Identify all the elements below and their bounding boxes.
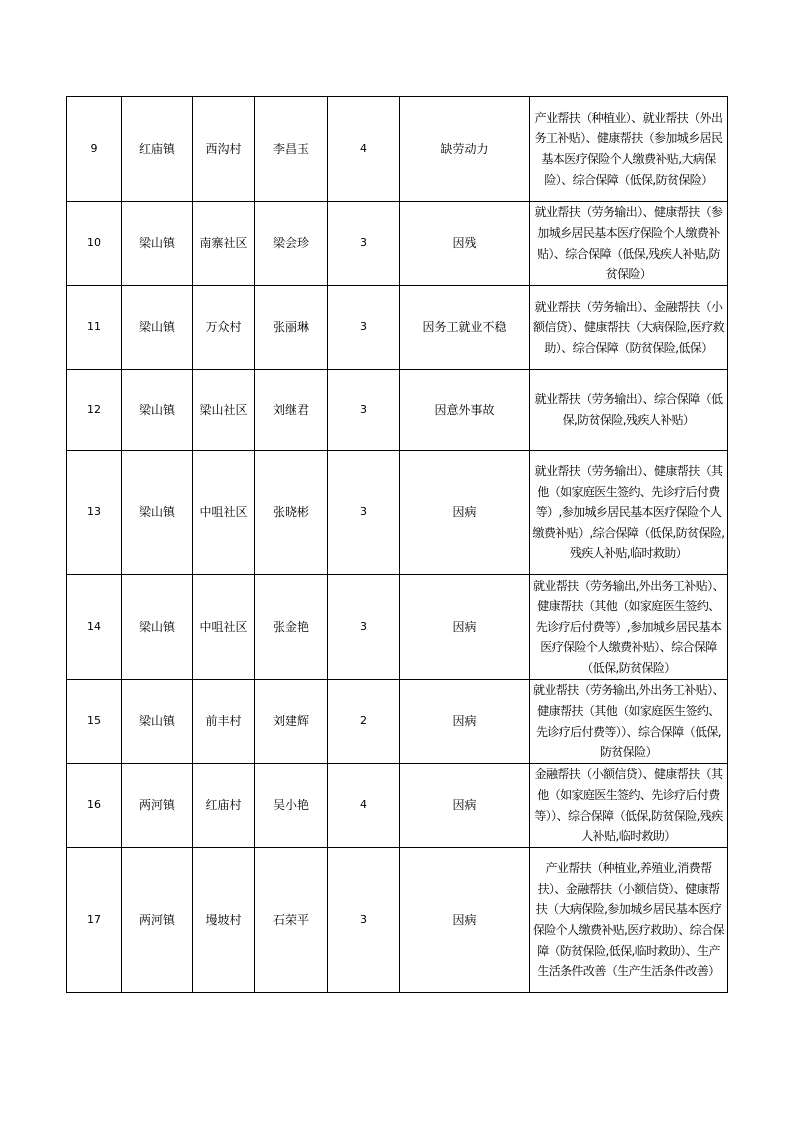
table-row — [67, 575, 728, 680]
village-cell: 万众村 — [193, 286, 255, 370]
cause-cell: 因病 — [400, 680, 530, 764]
measures-cell: 产业帮扶（种植业,养殖业,消费帮扶）、金融帮扶（小额信贷）、健康帮扶（大病保险,参加城乡居民基本医疗保险个人缴费补贴,医疗救助）、综合保障（防贫保险,低保,临时救助）、生产生活条件改善（生产生活条件改善） — [530, 848, 728, 993]
town-cell: 梁山镇 — [122, 680, 193, 764]
name-cell: 刘继君 — [255, 370, 328, 451]
measures-cell: 就业帮扶（劳务输出）、综合保障（低保,防贫保险,残疾人补贴） — [530, 370, 728, 451]
household-size-cell: 2 — [328, 680, 400, 764]
measures-cell: 就业帮扶（劳务输出,外出务工补贴）、健康帮扶（其他（如家庭医生签约、先诊疗后付费等）,参加城乡居民基本医疗保险个人缴费补贴）、综合保障（低保,防贫保险） — [530, 575, 728, 680]
row-number: 10 — [67, 202, 122, 286]
measures-cell: 就业帮扶（劳务输出）、健康帮扶（参加城乡居民基本医疗保险个人缴费补贴）、综合保障（低保,残疾人补贴,防贫保险） — [530, 202, 728, 286]
household-size-cell: 4 — [328, 97, 400, 202]
cause-cell: 因病 — [400, 451, 530, 575]
name-cell: 石荣平 — [255, 848, 328, 993]
village-cell: 中咀社区 — [193, 451, 255, 575]
table-row — [67, 848, 728, 993]
measures-cell: 就业帮扶（劳务输出,外出务工补贴）、健康帮扶（其他（如家庭医生签约、先诊疗后付费等））、综合保障（低保,防贫保险） — [530, 680, 728, 764]
table-row — [67, 286, 728, 370]
cause-cell: 因病 — [400, 848, 530, 993]
household-size-cell: 3 — [328, 451, 400, 575]
row-number: 17 — [67, 848, 122, 993]
name-cell: 刘建辉 — [255, 680, 328, 764]
household-size-cell: 4 — [328, 764, 400, 848]
measures-cell: 就业帮扶（劳务输出）、金融帮扶（小额信贷）、健康帮扶（大病保险,医疗救助）、综合保障（防贫保险,低保） — [530, 286, 728, 370]
row-number: 15 — [67, 680, 122, 764]
table-row — [67, 764, 728, 848]
village-cell: 墁坡村 — [193, 848, 255, 993]
village-cell: 中咀社区 — [193, 575, 255, 680]
village-cell: 梁山社区 — [193, 370, 255, 451]
village-cell: 红庙村 — [193, 764, 255, 848]
town-cell: 两河镇 — [122, 764, 193, 848]
village-cell: 前丰村 — [193, 680, 255, 764]
household-size-cell: 3 — [328, 286, 400, 370]
town-cell: 梁山镇 — [122, 202, 193, 286]
row-number: 14 — [67, 575, 122, 680]
town-cell: 梁山镇 — [122, 575, 193, 680]
row-number: 11 — [67, 286, 122, 370]
name-cell: 李昌玉 — [255, 97, 328, 202]
town-cell: 两河镇 — [122, 848, 193, 993]
name-cell: 张晓彬 — [255, 451, 328, 575]
row-number: 9 — [67, 97, 122, 202]
assistance-table — [66, 96, 728, 993]
household-size-cell: 3 — [328, 202, 400, 286]
cause-cell: 因病 — [400, 764, 530, 848]
household-size-cell: 3 — [328, 370, 400, 451]
cause-cell: 因意外事故 — [400, 370, 530, 451]
table-body — [67, 97, 728, 993]
cause-cell: 缺劳动力 — [400, 97, 530, 202]
cause-cell: 因务工就业不稳 — [400, 286, 530, 370]
town-cell: 红庙镇 — [122, 97, 193, 202]
name-cell: 吴小艳 — [255, 764, 328, 848]
village-cell: 西沟村 — [193, 97, 255, 202]
household-size-cell: 3 — [328, 848, 400, 993]
table-row — [67, 370, 728, 451]
cause-cell: 因病 — [400, 575, 530, 680]
name-cell: 梁会珍 — [255, 202, 328, 286]
row-number: 12 — [67, 370, 122, 451]
measures-cell: 就业帮扶（劳务输出）、健康帮扶（其他（如家庭医生签约、先诊疗后付费等）,参加城乡居民基本医疗保险个人缴费补贴）,综合保障（低保,防贫保险,残疾人补贴,临时救助） — [530, 451, 728, 575]
name-cell: 张丽琳 — [255, 286, 328, 370]
town-cell: 梁山镇 — [122, 451, 193, 575]
table-row — [67, 97, 728, 202]
row-number: 16 — [67, 764, 122, 848]
town-cell: 梁山镇 — [122, 370, 193, 451]
household-size-cell: 3 — [328, 575, 400, 680]
measures-cell: 金融帮扶（小额信贷）、健康帮扶（其他（如家庭医生签约、先诊疗后付费等））、综合保障（低保,防贫保险,残疾人补贴,临时救助） — [530, 764, 728, 848]
table-row — [67, 451, 728, 575]
village-cell: 南寨社区 — [193, 202, 255, 286]
cause-cell: 因残 — [400, 202, 530, 286]
measures-cell: 产业帮扶（种植业）、就业帮扶（外出务工补贴）、健康帮扶（参加城乡居民基本医疗保险个人缴费补贴,大病保险）、综合保障（低保,防贫保险） — [530, 97, 728, 202]
row-number: 13 — [67, 451, 122, 575]
table-row — [67, 680, 728, 764]
name-cell: 张金艳 — [255, 575, 328, 680]
town-cell: 梁山镇 — [122, 286, 193, 370]
table-row — [67, 202, 728, 286]
